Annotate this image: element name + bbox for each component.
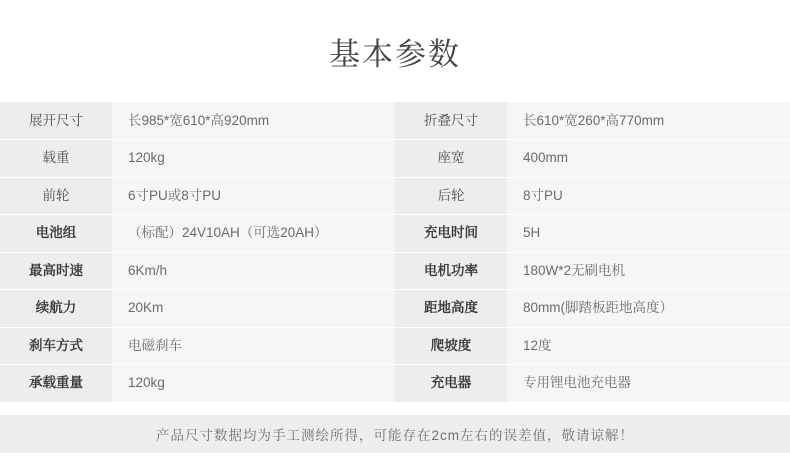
- table-row: [0, 252, 790, 290]
- footer-note: 产品尺寸数据均为手工测绘所得，可能存在2cm左右的误差值，敬请谅解！: [0, 415, 790, 453]
- spec-label-left: 续航力: [0, 290, 112, 328]
- spec-value-left: 电磁刹车: [112, 327, 395, 365]
- table-row: [0, 102, 790, 140]
- spec-value-left: 6寸PU或8寸PU: [112, 177, 395, 215]
- spec-label-left: 载重: [0, 140, 112, 178]
- specifications-table: [0, 102, 790, 403]
- spec-value-right: 专用锂电池充电器: [507, 365, 790, 403]
- spec-label-left: 展开尺寸: [0, 102, 112, 140]
- spec-value-right: 180W*2无刷电机: [507, 252, 790, 290]
- spec-label-left: 前轮: [0, 177, 112, 215]
- spec-label-right: 充电时间: [395, 215, 507, 253]
- spec-value-right: 5H: [507, 215, 790, 253]
- spec-table-body: [0, 102, 790, 402]
- table-row: [0, 177, 790, 215]
- spec-label-right: 距地高度: [395, 290, 507, 328]
- spec-label-right: 爬坡度: [395, 327, 507, 365]
- spec-value-right: 8寸PU: [507, 177, 790, 215]
- table-row: [0, 290, 790, 328]
- table-row: [0, 215, 790, 253]
- spec-value-right: 80mm(脚踏板距地高度）: [507, 290, 790, 328]
- spec-label-right: 座宽: [395, 140, 507, 178]
- table-row: [0, 140, 790, 178]
- spec-value-left: 6Km/h: [112, 252, 395, 290]
- spec-value-left: 120kg: [112, 365, 395, 403]
- spec-value-left: 20Km: [112, 290, 395, 328]
- spec-table-wrapper: [0, 102, 790, 403]
- spec-value-right: 长610*宽260*高770mm: [507, 102, 790, 140]
- spec-value-left: 120kg: [112, 140, 395, 178]
- spec-value-right: 400mm: [507, 140, 790, 178]
- spec-label-left: 电池组: [0, 215, 112, 253]
- spec-value-left: （标配）24V10AH（可选20AH）: [112, 215, 395, 253]
- spec-value-right: 12度: [507, 327, 790, 365]
- table-row: [0, 365, 790, 403]
- spec-label-right: 后轮: [395, 177, 507, 215]
- table-row: [0, 327, 790, 365]
- spec-label-left: 最高时速: [0, 252, 112, 290]
- spec-label-left: 刹车方式: [0, 327, 112, 365]
- spec-label-right: 充电器: [395, 365, 507, 403]
- spec-label-right: 电机功率: [395, 252, 507, 290]
- spec-value-left: 长985*宽610*高920mm: [112, 102, 395, 140]
- spec-label-right: 折叠尺寸: [395, 102, 507, 140]
- spec-label-left: 承载重量: [0, 365, 112, 403]
- page-title: 基本参数: [329, 37, 461, 72]
